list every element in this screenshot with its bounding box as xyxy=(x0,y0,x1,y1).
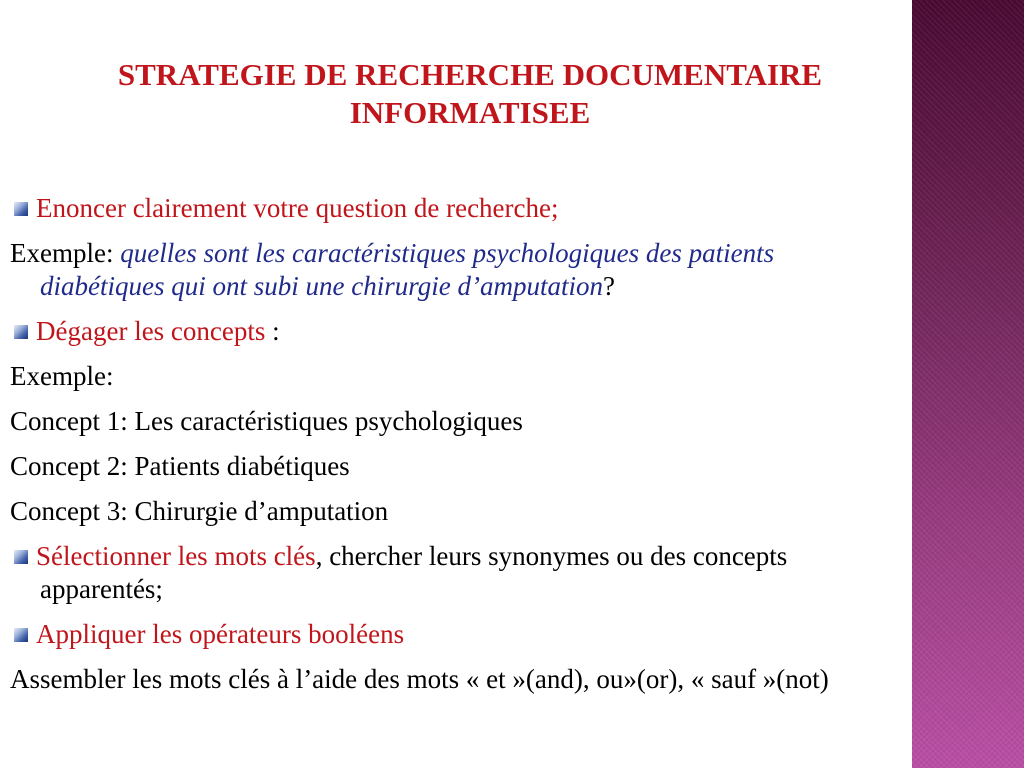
bullet-item-2 xyxy=(10,315,900,348)
example-1-label: Exemple: xyxy=(10,238,121,268)
bullet-item-1 xyxy=(10,192,900,225)
concept-3: Concept 3: Chirurgie d’amputation xyxy=(10,496,389,526)
slide-body xyxy=(10,192,900,708)
bullet-3-rest: , chercher leurs synonymes ou des concepts apparentés; xyxy=(40,541,788,604)
title-line-2: INFORMATISEE xyxy=(349,95,591,130)
example-2-label: Exemple: xyxy=(10,361,114,391)
title-line-1: STRATEGIE DE RECHERCHE DOCUMENTAIRE xyxy=(117,57,823,92)
example-1-question: quelles sont les caractéristiques psychologiques des patients diabétiques qui ont subi une chirurgie d’amputation xyxy=(40,238,775,301)
final-paragraph: Assembler les mots clés à l’aide des mots « et »(and), ou»(or), « sauf »(not) xyxy=(10,664,829,694)
bullet-2-rest: : xyxy=(265,316,280,346)
bullet-item-3 xyxy=(10,540,900,606)
example-1 xyxy=(10,237,900,303)
example-1-end: ? xyxy=(602,271,615,301)
bullet-2-text: Dégager les concepts xyxy=(36,316,266,346)
concept-2: Concept 2: Patients diabétiques xyxy=(10,451,350,481)
square-bullet-icon xyxy=(14,550,28,564)
square-bullet-icon xyxy=(14,628,28,642)
square-bullet-icon xyxy=(14,202,28,216)
bullet-item-4 xyxy=(10,618,900,651)
square-bullet-icon xyxy=(14,325,28,339)
concept-1: Concept 1: Les caractéristiques psychologiques xyxy=(10,406,523,436)
bullet-1-text: Enoncer clairement votre question de recherche; xyxy=(36,193,559,223)
slide-title xyxy=(30,56,910,132)
decorative-sidebar xyxy=(912,0,1024,768)
bullet-3-text: Sélectionner les mots clés xyxy=(36,541,316,571)
bullet-4-text: Appliquer les opérateurs booléens xyxy=(36,619,405,649)
